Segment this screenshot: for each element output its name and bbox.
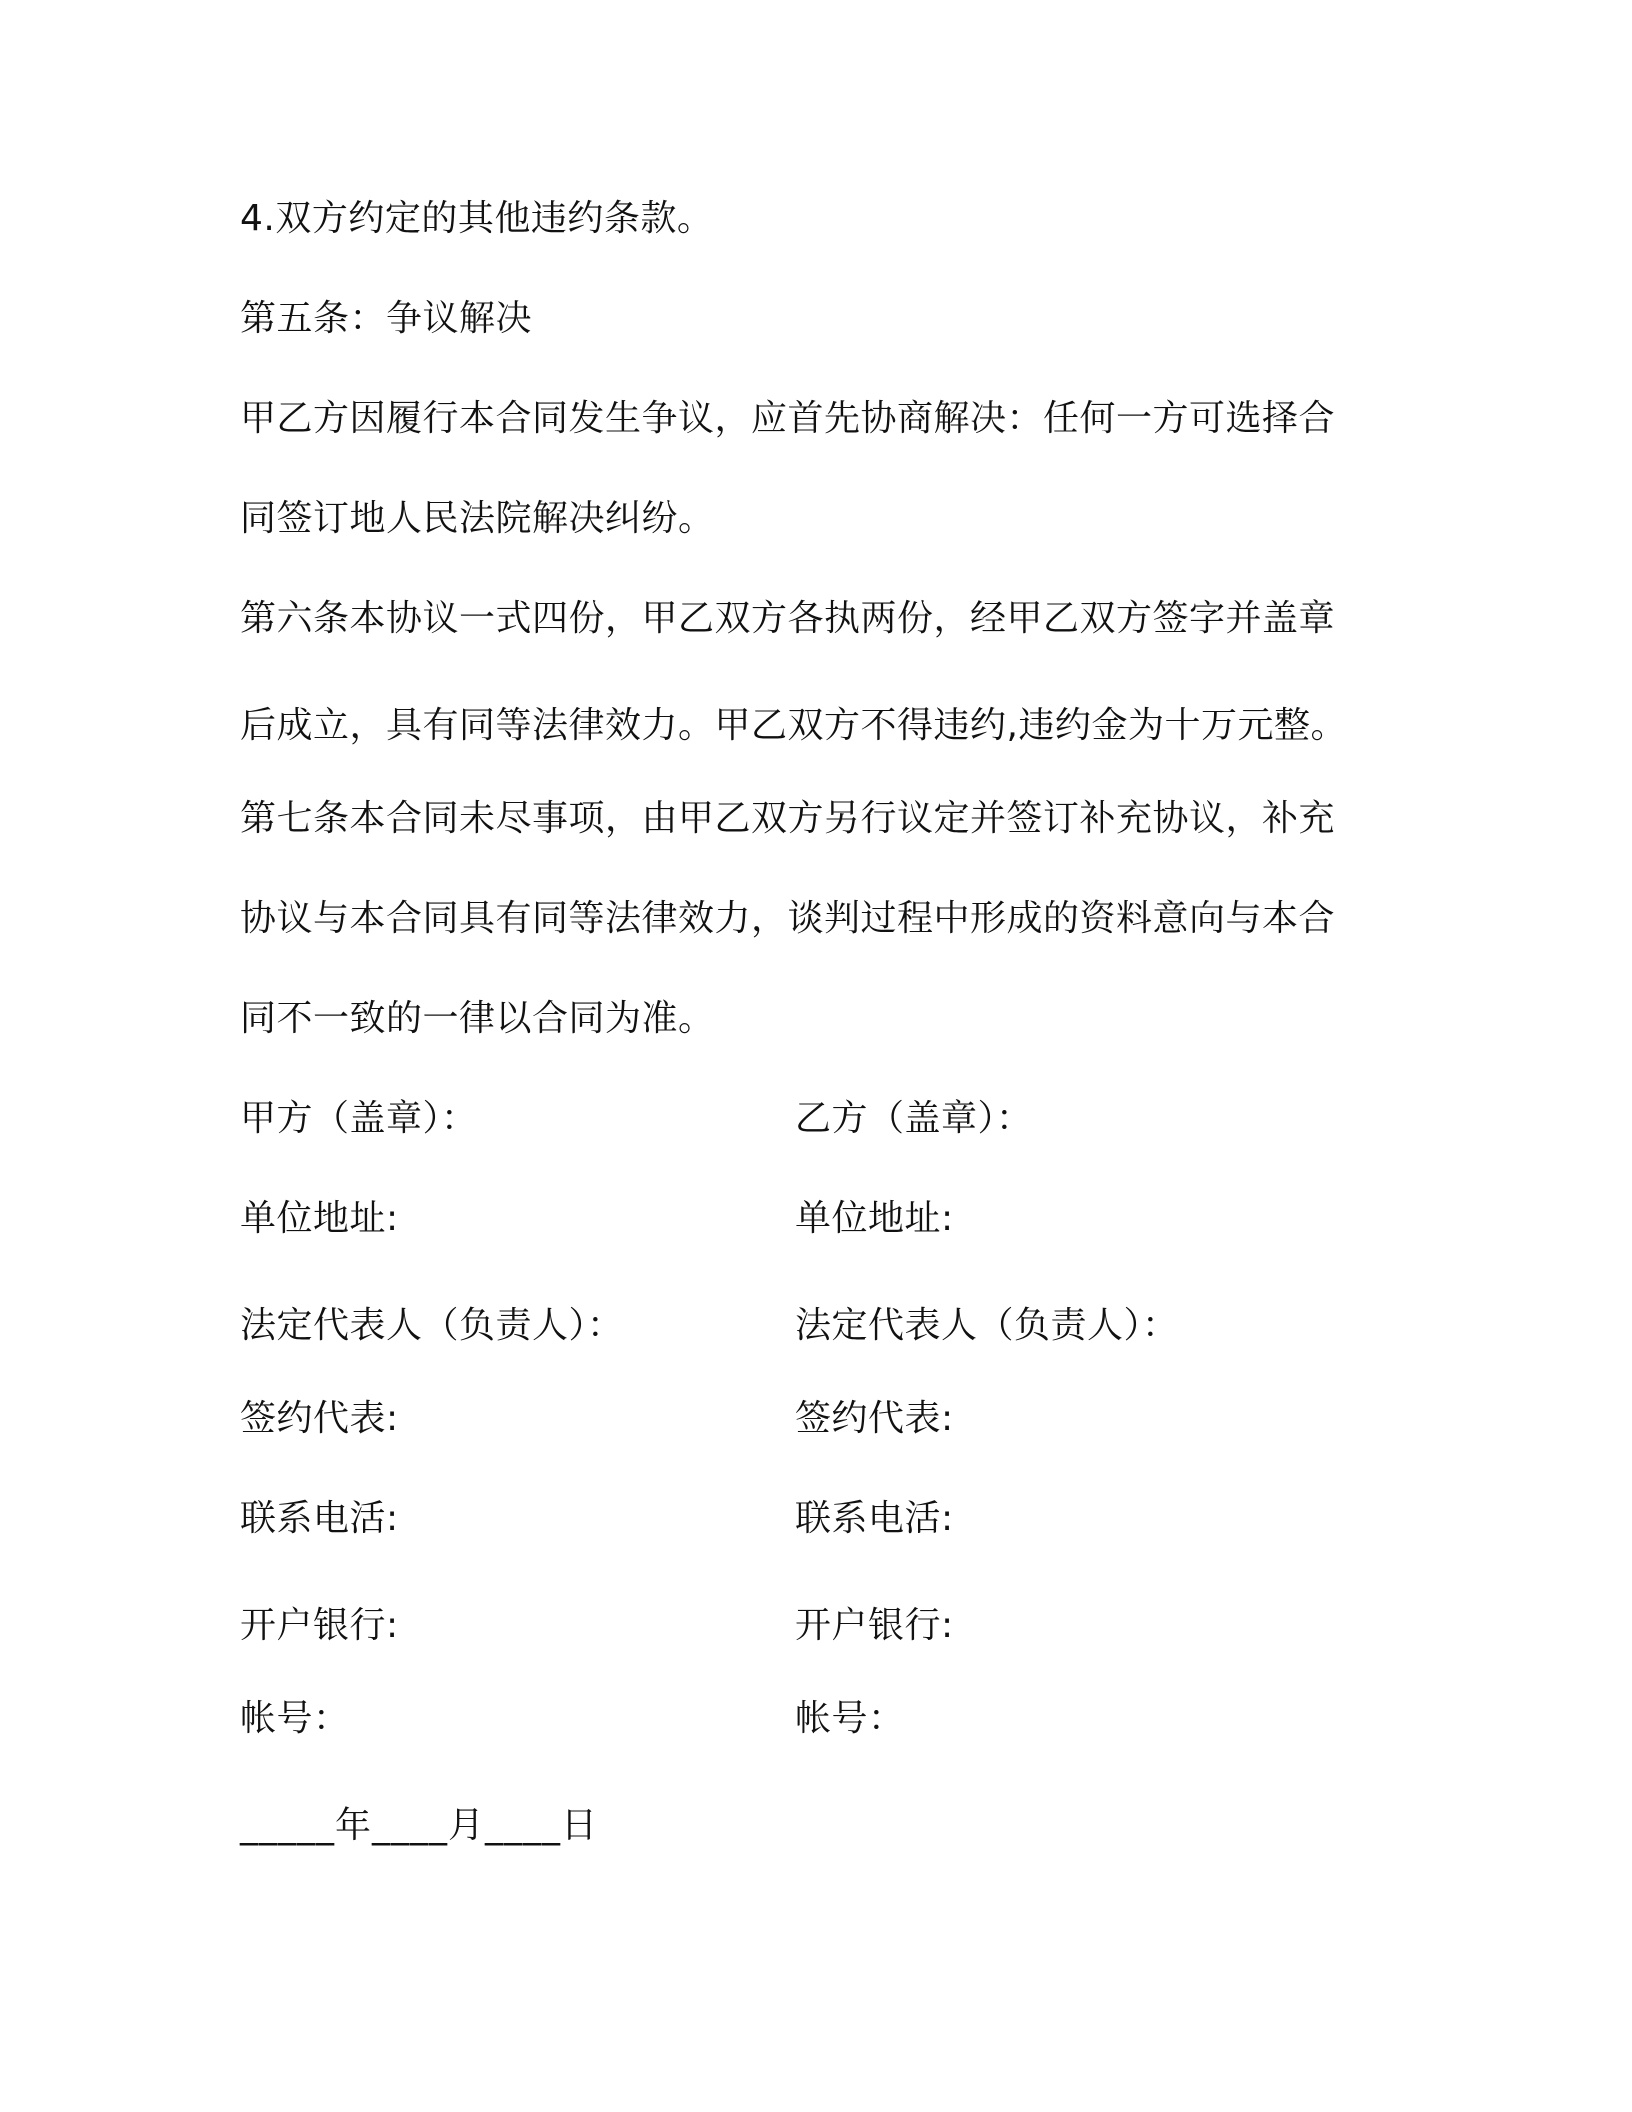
- article-5-title: 第五条：争议解决: [240, 298, 533, 339]
- party-b-address-label: 单位地址:: [795, 1198, 954, 1239]
- party-a-legal-rep-label: 法定代表人（负责人）：: [240, 1305, 624, 1346]
- clause-item-4: 4.双方约定的其他违约条款。: [240, 198, 714, 239]
- party-b-legal-rep-label: 法定代表人（负责人）：: [795, 1305, 1179, 1346]
- party-a-bank-label: 开户银行:: [240, 1605, 399, 1646]
- article-7-line-2: 协议与本合同具有同等法律效力，谈判过程中形成的资料意向与本合: [240, 898, 1336, 939]
- article-6-line-1: 第六条本协议一式四份，甲乙双方各执两份，经甲乙双方签字并盖章: [240, 598, 1336, 639]
- article-5-line-1: 甲乙方因履行本合同发生争议，应首先协商解决：任何一方可选择合: [240, 398, 1336, 439]
- article-6-line-2: 后成立，具有同等法律效力。甲乙双方不得违约,违约金为十万元整。: [240, 705, 1347, 746]
- party-b-account-label: 帐号：: [795, 1698, 905, 1739]
- party-a-phone-label: 联系电活:: [240, 1498, 399, 1539]
- party-a-signing-rep-label: 签约代表:: [240, 1398, 399, 1439]
- party-b-signing-rep-label: 签约代表:: [795, 1398, 954, 1439]
- party-a-account-label: 帐号：: [240, 1698, 350, 1739]
- article-5-line-2: 同签订地人民法院解决纠纷。: [240, 498, 715, 539]
- article-7-line-1: 第七条本合同未尽事项，由甲乙双方另行议定并签订补充协议，补充: [240, 798, 1336, 839]
- article-7-line-3: 同不一致的一律以合同为准。: [240, 998, 715, 1039]
- signing-date-line: _____年____月____日: [240, 1805, 599, 1846]
- party-a-seal-label: 甲方（盖章）：: [240, 1098, 478, 1139]
- party-b-seal-label: 乙方（盖章）：: [795, 1098, 1033, 1139]
- party-b-phone-label: 联系电活:: [795, 1498, 954, 1539]
- party-a-address-label: 单位地址:: [240, 1198, 399, 1239]
- party-b-bank-label: 开户银行:: [795, 1605, 954, 1646]
